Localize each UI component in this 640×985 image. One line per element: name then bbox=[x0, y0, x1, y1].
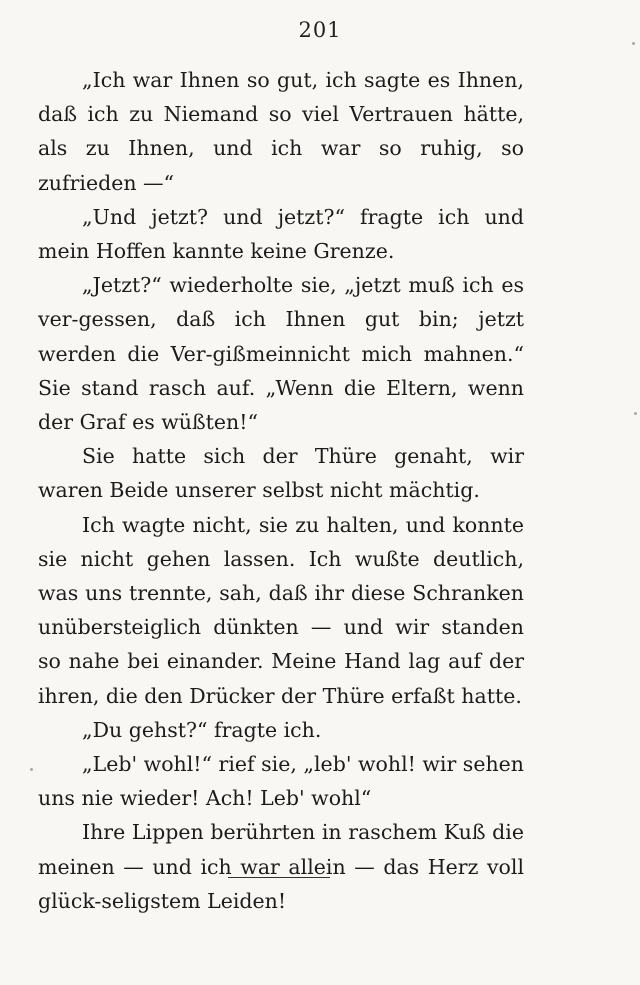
paragraph: „Leb' wohl!“ rief sie, „leb' wohl! wir sehen uns nie wieder! Ach! Leb' wohl“ bbox=[38, 752, 524, 811]
paragraph: „Ich war Ihnen so gut, ich sagte es Ihnen, daß ich zu Niemand so viel Vertrauen hätte, als zu Ihnen, und ich war so ruhig, so zufrieden —“ bbox=[38, 68, 524, 195]
paper-speck bbox=[634, 412, 637, 415]
body-text bbox=[38, 63, 524, 918]
paragraph: „Und jetzt? und jetzt?“ fragte ich und mein Hoffen kannte keine Grenze. bbox=[38, 204, 524, 264]
paragraph: „Du gehst?“ fragte ich. bbox=[82, 717, 322, 742]
paragraph: „Jetzt?“ wiederholte sie, „jetzt muß ich es ver-gessen, daß ich Ihnen gut bin; jetzt werden die Ver-gißmeinnicht mich mahnen.“ Sie stand rasch auf. „Wenn die Eltern, wenn der Graf es wüßten!“ bbox=[38, 273, 524, 435]
paragraph: Ich wagte nicht, sie zu halten, und konnte sie nicht gehen lassen. Ich wußte deutlich, was uns trennte, sah, daß ihr diese Schranken unübersteiglich dünkten — und wir standen so nahe bei einander. Meine Hand lag auf der ihren, die den Drücker der Thüre erfaßt hatte. bbox=[38, 512, 524, 708]
paper-speck bbox=[30, 768, 33, 771]
page-number: 201 bbox=[298, 18, 342, 42]
section-end-rule bbox=[228, 877, 330, 878]
paper-speck bbox=[632, 42, 635, 45]
paragraph: Ihre Lippen berührten in raschem Kuß die meinen — und ich war allein — das Herz voll glück-seligstem Leiden! bbox=[38, 820, 524, 913]
paragraph: Sie hatte sich der Thüre genaht, wir waren Beide unserer selbst nicht mächtig. bbox=[38, 444, 524, 503]
